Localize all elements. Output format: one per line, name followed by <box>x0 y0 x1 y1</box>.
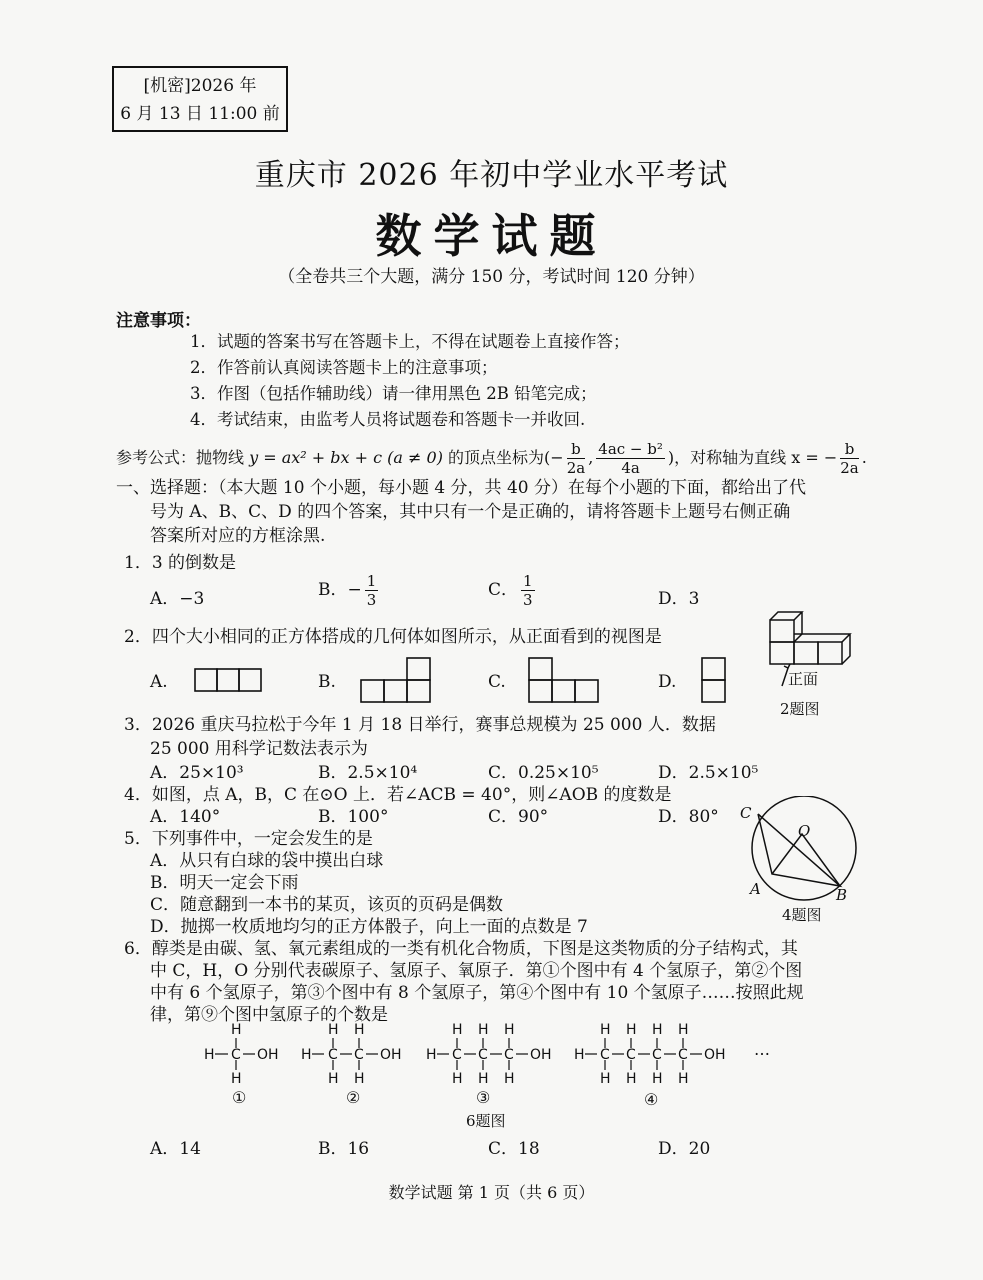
q2-option-d-view <box>700 656 728 704</box>
vertex-y-fraction: $\frac{\text{4ac − b²}}{4a}$ <box>598 440 663 477</box>
q3-option-a: A．25×10³ <box>150 763 244 783</box>
svg-text:H: H <box>626 1071 637 1087</box>
q4-option-b: B．100° <box>318 807 389 827</box>
svg-text:C: C <box>354 1047 364 1063</box>
section-line: 答案所对应的方框涂黑. <box>150 526 326 546</box>
svg-text:H: H <box>574 1047 585 1063</box>
q2-option-c-label: C. <box>488 672 506 692</box>
q3-option-d: D．2.5×10⁵ <box>658 763 759 783</box>
q4-label-a: A <box>750 880 761 898</box>
reference-formula: 参考公式：抛物线 y = ax² + bx + c (a ≠ 0) 的顶点坐标为(− $\frac{b}{2a}$ , $\frac{\text{4ac − b²}}{4a}$ )，对称轴为直线 x = − $\frac{b}{2a}$ . <box>116 440 867 477</box>
svg-text:H: H <box>204 1047 215 1063</box>
section-line: 号为 A、B、C、D 的四个答案，其中只有一个是正确的，请将答题卡上题号右侧正确 <box>150 502 791 522</box>
molecule-3 <box>426 1022 552 1087</box>
molecule-label-2: ② <box>346 1088 361 1107</box>
svg-text:H: H <box>354 1022 365 1038</box>
svg-text:H: H <box>504 1071 515 1087</box>
exam-title: 重庆市 2026 年初中学业水平考试 <box>254 158 729 193</box>
question-3-line-1: 3．2026 重庆马拉松于今年 1 月 18 日举行，赛事总规模为 25 000 人．数据 <box>124 715 716 735</box>
svg-text:C: C <box>478 1047 488 1063</box>
svg-text:H: H <box>652 1022 663 1038</box>
q4-label-c: C <box>740 804 752 822</box>
formula-prefix: 参考公式：抛物线 <box>116 448 250 467</box>
page-footer: 数学试题 第 1 页（共 6 页） <box>388 1183 595 1202</box>
vertex-x-fraction: $\frac{b}{2a}$ <box>566 440 586 477</box>
q1-option-b: B．− $\frac{1}{3}$ <box>318 572 377 609</box>
q6-option-d: D．20 <box>658 1139 711 1159</box>
svg-text:H: H <box>354 1071 365 1087</box>
q6-option-a: A．14 <box>150 1139 201 1159</box>
question-6-line-1: 6．醇类是由碳、氢、氧元素组成的一类有机化合物质，下图是这类物质的分子结构式，其 <box>124 939 798 959</box>
notice-item: 4．考试结束，由监考人员将试题卷和答题卡一并收回. <box>190 410 586 429</box>
q4-label-b: B <box>836 886 848 904</box>
q6-figure-caption: 6题图 <box>466 1112 506 1130</box>
q1-option-d: D．3 <box>658 589 700 609</box>
svg-text:H: H <box>231 1071 242 1087</box>
q5-option-d: D．抛掷一枚质地均匀的正方体骰子，向上一面的点数是 7 <box>150 917 588 937</box>
q4-option-a: A．140° <box>150 807 221 827</box>
q4-option-d: D．80° <box>658 807 719 827</box>
question-2-stem: 2．四个大小相同的正方体搭成的几何体如图所示，从正面看到的视图是 <box>124 627 662 647</box>
q2-front-label: 正面 <box>788 670 819 688</box>
stamp-line-1: [机密]2026 年 <box>143 76 257 96</box>
svg-text:C: C <box>652 1047 662 1063</box>
molecule-1 <box>204 1022 279 1087</box>
question-1-stem: 1．3 的倒数是 <box>124 553 237 573</box>
svg-text:H: H <box>328 1022 339 1038</box>
svg-text:OH: OH <box>380 1047 402 1063</box>
question-4-stem: 4．如图，点 A，B，C 在⊙O 上．若∠ACB = 40°，则∠AOB 的度数是 <box>124 785 672 805</box>
svg-text:C: C <box>504 1047 514 1063</box>
axis-fraction: $\frac{b}{2a}$ <box>840 440 859 477</box>
svg-text:H: H <box>478 1022 489 1038</box>
svg-text:H: H <box>328 1071 339 1087</box>
svg-text:H: H <box>600 1022 611 1038</box>
molecule-2 <box>301 1022 402 1087</box>
svg-text:H: H <box>678 1071 689 1087</box>
question-6-line-2: 中 C，H，O 分别代表碳原子、氢原子、氧原子．第①个图中有 4 个氢原子，第②个图 <box>150 961 803 981</box>
svg-text:H: H <box>678 1022 689 1038</box>
q3-option-b: B．2.5×10⁴ <box>318 763 418 783</box>
q5-option-b: B．明天一定会下雨 <box>150 873 299 893</box>
q5-option-c: C．随意翻到一本书的某页，该页的页码是偶数 <box>150 895 504 915</box>
q2-option-a-label: A. <box>150 672 168 692</box>
q2-option-a-view <box>194 668 264 692</box>
q5-option-a: A．从只有白球的袋中摸出白球 <box>150 851 384 871</box>
question-3-line-2: 25 000 用科学记数法表示为 <box>150 739 368 759</box>
notice-item: 3．作图（包括作辅助线）请一律用黑色 2B 铅笔完成； <box>190 384 597 403</box>
section-1-instructions <box>116 476 866 548</box>
molecule-structures <box>200 1020 800 1110</box>
svg-text:C: C <box>600 1047 610 1063</box>
section-line: 一、选择题：（本大题 10 个小题，每小题 4 分，共 40 分）在每个小题的下面，都给出了代 <box>116 478 807 498</box>
q2-option-b-label: B. <box>318 672 336 692</box>
q2-option-d-label: D. <box>658 672 677 692</box>
q4-label-o: O <box>798 822 811 840</box>
notice-item: 2．作答前认真阅读答题卡上的注意事项； <box>190 358 498 377</box>
svg-text:OH: OH <box>257 1047 279 1063</box>
notice-item: 1．试题的答案书写在答题卡上，不得在试题卷上直接作答； <box>190 332 630 351</box>
q6-option-b: B．16 <box>318 1139 370 1159</box>
question-5-stem: 5．下列事件中，一定会发生的是 <box>124 829 373 849</box>
molecule-label-1: ① <box>232 1088 247 1107</box>
svg-text:C: C <box>328 1047 338 1063</box>
svg-text:OH: OH <box>530 1047 552 1063</box>
q3-option-c: C．0.25×10⁵ <box>488 763 599 783</box>
confidential-stamp <box>112 66 288 132</box>
formula-axis: ，对称轴为直线 x = − <box>674 448 838 467</box>
svg-text:H: H <box>504 1022 515 1038</box>
svg-text:H: H <box>452 1071 463 1087</box>
svg-text:C: C <box>231 1047 241 1063</box>
q4-option-c: C．90° <box>488 807 549 827</box>
svg-text:H: H <box>600 1071 611 1087</box>
svg-text:H: H <box>231 1022 242 1038</box>
q2-figure-caption: 2题图 <box>780 700 820 718</box>
q2-option-c-view <box>528 656 602 704</box>
svg-text:H: H <box>652 1071 663 1087</box>
molecule-label-3: ③ <box>476 1088 491 1107</box>
molecule-label-4: ④ <box>644 1090 659 1109</box>
svg-text:OH: OH <box>704 1047 726 1063</box>
molecule-4 <box>574 1022 726 1087</box>
formula-mid: 的顶点坐标为 <box>442 448 545 467</box>
question-6-line-4: 律，第⑨个图中氢原子的个数是 <box>150 1005 388 1025</box>
q6-option-c: C．18 <box>488 1139 540 1159</box>
svg-text:H: H <box>301 1047 312 1063</box>
formula-equation: y = ax² + bx + c (a ≠ 0) <box>249 448 443 467</box>
q4-figure-caption: 4题图 <box>782 906 822 924</box>
notice-title: 注意事项： <box>116 311 201 331</box>
svg-text:C: C <box>626 1047 636 1063</box>
svg-text:H: H <box>626 1022 637 1038</box>
stamp-line-2: 6 月 13 日 11:00 前 <box>120 104 280 124</box>
question-6-line-3: 中有 6 个氢原子，第③个图中有 8 个氢原子，第④个图中有 10 个氢原子……按照此规 <box>150 983 804 1003</box>
q2-option-b-view <box>360 656 434 704</box>
svg-text:H: H <box>426 1047 437 1063</box>
exam-info: （全卷共三个大题，满分 150 分，考试时间 120 分钟） <box>278 267 705 287</box>
svg-text:C: C <box>452 1047 462 1063</box>
subject-title: 数学试题 <box>375 209 608 263</box>
svg-text:H: H <box>478 1071 489 1087</box>
svg-text:C: C <box>678 1047 688 1063</box>
svg-text:H: H <box>452 1022 463 1038</box>
q1-option-a: A．−3 <box>150 589 205 609</box>
q1-option-c: C． $\frac{1}{3}$ <box>488 572 533 609</box>
molecule-ellipsis: … <box>754 1040 770 1059</box>
